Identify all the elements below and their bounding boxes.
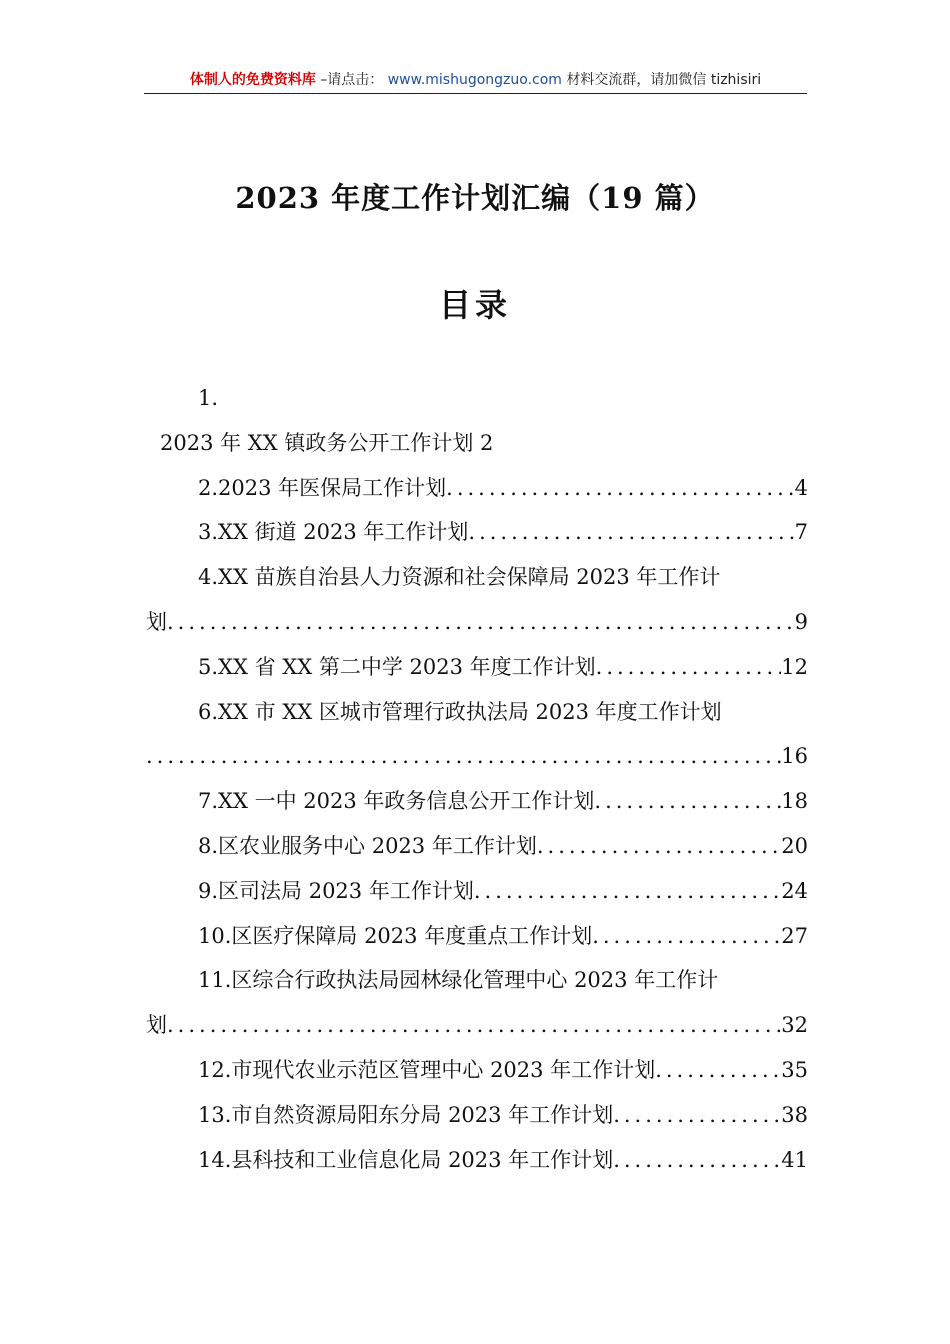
table-of-contents (146, 376, 808, 1182)
toc-item-label: 7.XX 一中 2023 年政务信息公开工作计划 (198, 789, 595, 814)
toc-page-number: 7 (794, 520, 808, 545)
toc-leader-dots (596, 645, 782, 690)
toc-item[interactable] (146, 1048, 808, 1093)
toc-item[interactable] (146, 958, 808, 1003)
toc-item-label: 13.市自然资源局阳东分局 2023 年工作计划 (198, 1102, 614, 1127)
toc-page-number: 38 (781, 1102, 808, 1127)
toc-item-label: 14.县科技和工业信息化局 2023 年工作计划 (198, 1147, 614, 1172)
toc-leader-dots (474, 869, 781, 914)
toc-item-label: 8.区农业服务中心 2023 年工作计划 (198, 833, 537, 858)
toc-item[interactable] (146, 869, 808, 914)
toc-item[interactable] (146, 555, 808, 600)
toc-item[interactable] (146, 690, 808, 735)
toc-leader-dots (613, 1093, 781, 1138)
toc-heading: 目录 (438, 286, 511, 324)
toc-leader-dots (613, 1138, 781, 1183)
toc-item-label: 6.XX 市 XX 区城市管理行政执法局 2023 年度工作计划 (198, 699, 722, 724)
toc-page-number: 24 (781, 878, 808, 903)
toc-page-number: 16 (781, 744, 808, 769)
toc-leader-dots (537, 824, 781, 869)
header-tail: 材料交流群，请加微信 tizhisiri (566, 72, 762, 88)
toc-page-number: 18 (781, 789, 808, 814)
toc-item-label-continuation: 划 (146, 609, 167, 634)
toc-item-continuation[interactable] (146, 734, 808, 779)
toc-item-label: 3.XX 街道 2023 年工作计划 (198, 520, 469, 545)
toc-item-continuation[interactable] (146, 600, 808, 645)
toc-leader-dots (468, 510, 794, 555)
header-url-link[interactable]: www.mishugongzuo.com (387, 72, 562, 88)
toc-item-1-text-row[interactable] (146, 421, 808, 466)
toc-item-label: 10.区医疗保障局 2023 年度重点工作计划 (198, 923, 593, 948)
toc-leader-dots (655, 1048, 781, 1093)
toc-item-label: 4.XX 苗族自治县人力资源和社会保障局 2023 年工作计 (198, 565, 721, 590)
toc-item[interactable] (146, 466, 808, 511)
toc-leader-dots (167, 600, 795, 645)
toc-item[interactable] (146, 779, 808, 824)
document-title: 2023 年度工作计划汇编（19 篇） (235, 181, 715, 215)
toc-item[interactable] (146, 824, 808, 869)
toc-leader-dots (592, 914, 781, 959)
toc-item-label: 2023 年 XX 镇政务公开工作计划 2 (160, 430, 494, 455)
toc-item-label: 5.XX 省 XX 第二中学 2023 年度工作计划 (198, 654, 596, 679)
toc-item[interactable] (146, 645, 808, 690)
toc-item[interactable] (146, 914, 808, 959)
toc-leader-dots (594, 779, 781, 824)
toc-item-label: 12.市现代农业示范区管理中心 2023 年工作计划 (198, 1057, 656, 1082)
toc-leader-dots (167, 1003, 781, 1048)
toc-leader-dots (146, 734, 781, 779)
toc-item-label-continuation: 划 (146, 1013, 167, 1038)
toc-page-number: 27 (781, 923, 808, 948)
header-prompt: –请点击： (320, 72, 384, 88)
page-header (144, 70, 807, 90)
toc-page-number: 35 (781, 1057, 808, 1082)
toc-item-continuation[interactable] (146, 1003, 808, 1048)
header-brand: 体制人的免费资料库 (189, 72, 316, 88)
toc-page-number: 41 (781, 1147, 808, 1172)
toc-item-1-number-row[interactable] (146, 376, 808, 421)
toc-item-label: 2.2023 年医保局工作计划 (198, 475, 447, 500)
header-divider (144, 93, 807, 94)
toc-page-number: 32 (781, 1013, 808, 1038)
toc-leader-dots (446, 466, 794, 511)
toc-item[interactable] (146, 1093, 808, 1138)
toc-page-number: 9 (794, 609, 808, 634)
toc-item[interactable] (146, 510, 808, 555)
toc-page-number: 4 (794, 475, 808, 500)
toc-item-label: 9.区司法局 2023 年工作计划 (198, 878, 474, 903)
toc-item[interactable] (146, 1138, 808, 1183)
toc-page-number: 20 (781, 833, 808, 858)
toc-page-number: 12 (781, 654, 808, 679)
toc-item-number: 1. (198, 386, 219, 410)
toc-item-label: 11.区综合行政执法局园林绿化管理中心 2023 年工作计 (198, 968, 719, 993)
